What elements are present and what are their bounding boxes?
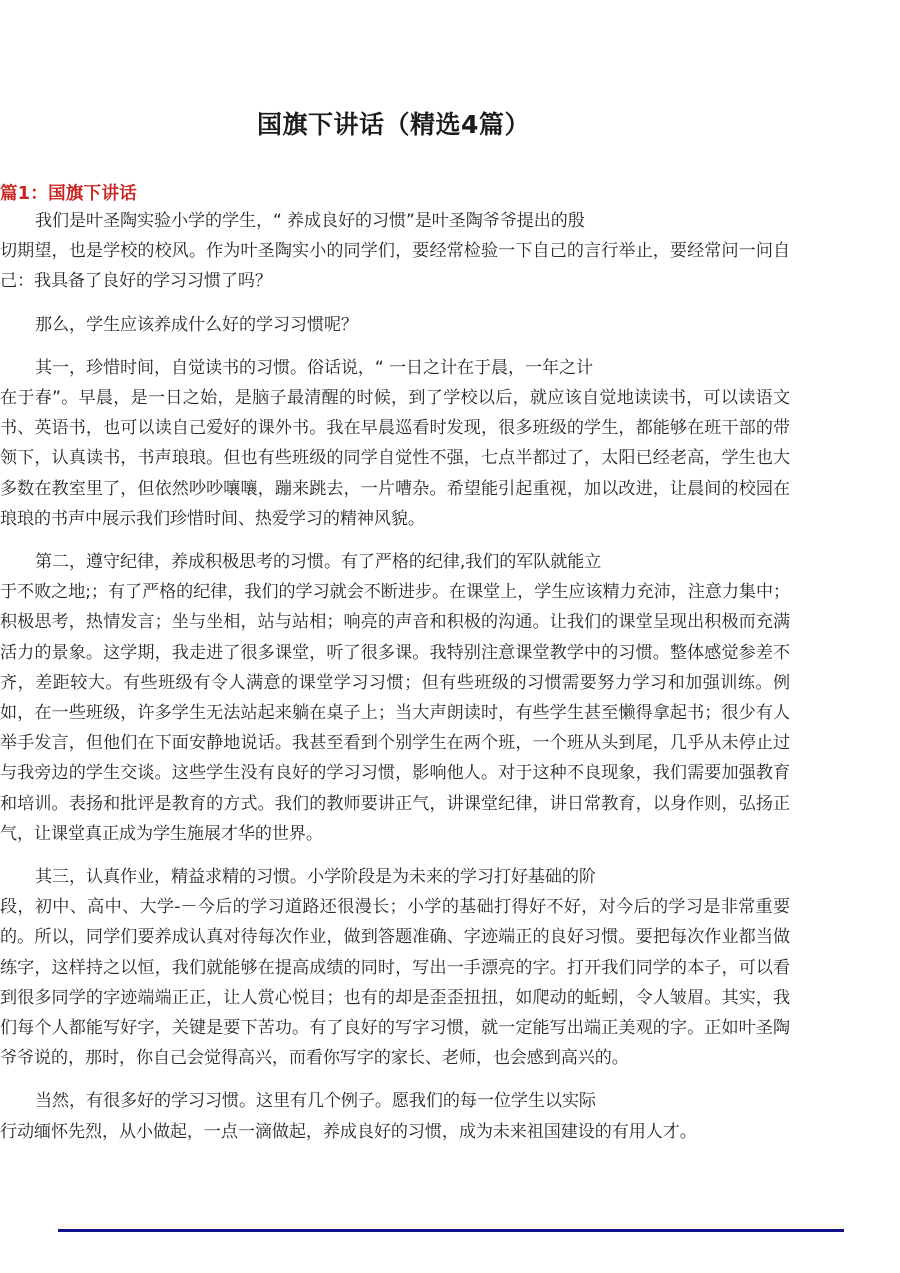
footer-divider [58, 1229, 844, 1232]
paragraph-first-line: 其三，认真作业，精益求精的习惯。小学阶段是为未来的学习打好基础的阶 [35, 867, 596, 888]
paragraph-rest: 在于春”。早晨，是一日之始，是脑子最清醒的时候，到了学校以后，就应该自觉地读读书，可以读语文书、英语书，也可以读自己爱好的课外书。我在早晨巡看时发现，很多班级的学生，都能够在班干部的带领下，认真读书，书声琅琅。但也有些班级的同学自觉性不强，七点半都过了，太阳已经老高，学生也大多数在教室里了，但依然吵吵嚷嚷，蹦来跳去，一片嘈杂。希望能引起重视，加以改进，让晨间的校园在琅琅的书声中展示我们珍惜时间、热爱学习的精神风貌。 [0, 388, 790, 529]
paragraph-3 [0, 353, 790, 534]
paragraph-6 [0, 1086, 790, 1146]
section-heading: 篇1：国旗下讲话 [0, 183, 138, 204]
paragraph-2 [0, 310, 790, 340]
paragraph-1 [0, 206, 790, 297]
paragraph-rest: 于不败之地;；有了严格的纪律，我们的学习就会不断进步。在课堂上，学生应该精力充沛，注意力集中；积极思考，热情发言；坐与坐相，站与站相；响亮的声音和积极的沟通。让我们的课堂呈现出积极而充满活力的景象。这学期，我走进了很多课堂，听了很多课。我特别注意课堂教学中的习惯。整体感觉参差不齐，差距较大。有些班级有令人满意的课堂学习习惯；但有些班级的习惯需要努力学习和加强训练。例如，在一些班级，许多学生无法站起来躺在桌子上；当大声朗读时，有些学生甚至懒得拿起书；很少有人举手发言，但他们在下面安静地说话。我甚至看到个别学生在两个班，一个班从头到尾，几乎从未停止过与我旁边的学生交谈。这些学生没有良好的学习习惯，影响他人。对于这种不良现象，我们需要加强教育和培训。表扬和批评是教育的方式。我们的教师要讲正气，讲课堂纪律，讲日常教育，以身作则，弘扬正气，让课堂真正成为学生施展才华的世界。 [0, 582, 790, 844]
paragraph-first-line: 其一，珍惜时间，自觉读书的习惯。俗话说，“ 一日之计在于晨，一年之计 [35, 357, 593, 378]
paragraph-rest: 切期望，也是学校的校风。作为叶圣陶实小的同学们，要经常检验一下自己的言行举止，要经常问一问自己：我具备了良好的学习习惯了吗？ [0, 241, 790, 292]
paragraph-4 [0, 547, 790, 849]
paragraph-first-line: 那么，学生应该养成什么好的学习习惯呢？ [35, 314, 358, 335]
paragraph-rest: 段，初中、高中、大学-－今后的学习道路还很漫长；小学的基础打得好不好，对今后的学习是非常重要的。所以，同学们要养成认真对待每次作业，做到答题准确、字迹端正的良好习惯。要把每次作业都当做练字，这样持之以恒，我们就能够在提高成绩的同时，写出一手漂亮的字。打开我们同学的本子，可以看到很多同学的字迹端端正正，让人赏心悦目；也有的却是歪歪扭扭，如爬动的蚯蚓，令人皱眉。其实，我们每个人都能写好字，关键是要下苦功。有了良好的写字习惯，就一定能写出端正美观的字。正如叶圣陶爷爷说的，那时，你自己会觉得高兴，而看你写字的家长、老师，也会感到高兴的。 [0, 897, 790, 1069]
paragraph-first-line: 我们是叶圣陶实验小学的学生，“ 养成良好的习惯”是叶圣陶爷爷提出的殷 [35, 211, 585, 231]
page-title: 国旗下讲话（精选4篇） [257, 110, 530, 139]
paragraph-first-line: 第二，遵守纪律，养成积极思考的习惯。有了严格的纪律,我们的军队就能立 [35, 552, 602, 573]
document-body [0, 206, 790, 1160]
paragraph-first-line: 当然，有很多好的学习习惯。这里有几个例子。愿我们的每一位学生以实际 [35, 1091, 596, 1112]
paragraph-5 [0, 862, 790, 1073]
paragraph-rest: 行动缅怀先烈，从小做起，一点一滴做起，养成良好的习惯，成为未来祖国建设的有用人才。 [0, 1121, 697, 1142]
